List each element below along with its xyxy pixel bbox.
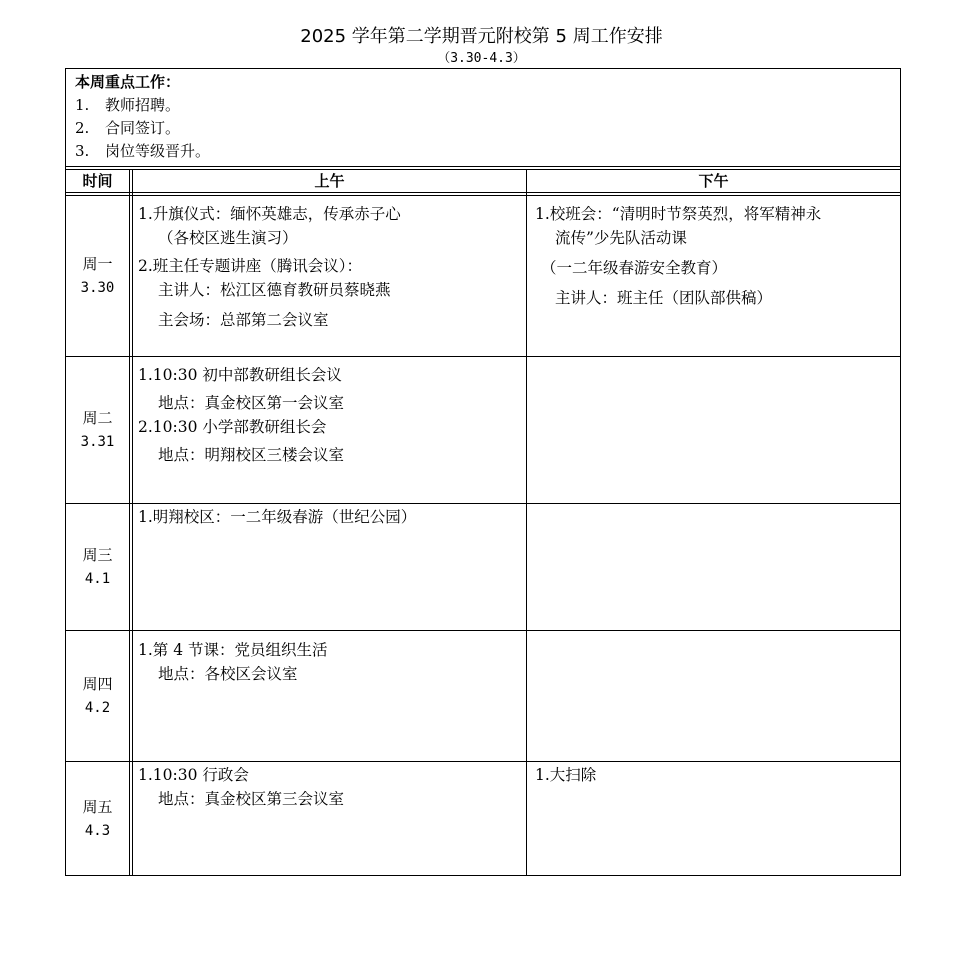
focus-item-text: 教师招聘。	[105, 96, 181, 114]
weekly-focus-section	[66, 69, 900, 166]
row-divider	[66, 503, 900, 504]
header-morning: 上午	[314, 172, 345, 190]
day-cell-friday	[66, 762, 129, 875]
morning-cell-tuesday	[138, 363, 344, 467]
focus-item-number: 2.	[75, 119, 90, 137]
day-date: 3.30	[80, 280, 115, 296]
schedule-line: 地点：真金校区第一会议室	[158, 394, 345, 412]
day-cell-tuesday	[66, 357, 129, 503]
day-cell-thursday	[66, 631, 129, 761]
day-date: 3.31	[80, 434, 115, 450]
day-date: 4.2	[84, 700, 111, 716]
schedule-line: （各校区逃生演习）	[158, 229, 298, 247]
focus-item-number: 1.	[75, 96, 90, 114]
schedule-line: 2.班主任专题讲座（腾讯会议）：	[138, 257, 363, 275]
schedule-line: 主讲人：班主任（团队部供稿）	[555, 289, 773, 307]
schedule-line: 主会场：总部第二会议室	[158, 311, 329, 329]
day-label: 周五	[82, 797, 113, 816]
row-divider	[66, 761, 900, 762]
morning-cell-thursday	[138, 638, 328, 686]
morning-cell-monday	[138, 202, 401, 332]
row-divider	[66, 356, 900, 357]
divider-line	[66, 166, 900, 167]
morning-cell-wednesday	[138, 505, 416, 529]
weekly-focus-heading: 本周重点工作：	[75, 73, 181, 91]
page-title: 2025 学年第二学期晋元附校第 5 周工作安排	[300, 26, 663, 47]
schedule-line: 1.升旗仪式：缅怀英雄志，传承赤子心	[138, 205, 401, 223]
focus-item	[75, 117, 900, 140]
schedule-line: 1.第 4 节课：党员组织生活	[138, 641, 328, 659]
page-subtitle: （3.30-4.3）	[437, 51, 526, 66]
focus-item-number: 3.	[75, 142, 90, 160]
day-cell-monday	[66, 196, 129, 356]
row-divider	[66, 630, 900, 631]
focus-item-text: 岗位等级晋升。	[105, 142, 211, 160]
morning-cell-friday	[138, 763, 344, 811]
schedule-line: 地点：真金校区第三会议室	[158, 790, 345, 808]
schedule-line: 流传”少先队活动课	[555, 229, 687, 247]
focus-item	[75, 140, 900, 163]
schedule-line: 1.校班会：“清明时节祭英烈，将军精神永	[535, 205, 822, 223]
focus-item-text: 合同签订。	[105, 119, 181, 137]
focus-item	[75, 94, 900, 117]
schedule-table	[65, 68, 901, 876]
schedule-line: 2.10:30 小学部教研组长会	[138, 418, 327, 436]
schedule-line: 主讲人：松江区德育教研员蔡晓燕	[158, 281, 391, 299]
day-date: 4.1	[84, 571, 111, 587]
column-divider	[526, 169, 527, 875]
day-label: 周四	[82, 675, 113, 693]
header-time: 时间	[82, 172, 113, 190]
schedule-line: 1.大扫除	[535, 766, 597, 784]
schedule-line: 1.10:30 行政会	[138, 766, 249, 784]
column-divider	[132, 169, 133, 875]
day-label: 周三	[82, 546, 113, 564]
afternoon-cell-friday	[535, 763, 596, 787]
schedule-line: 地点：各校区会议室	[158, 665, 298, 683]
day-date: 4.3	[84, 822, 111, 839]
schedule-line: （一二年级春游安全教育）	[541, 259, 728, 277]
divider-line	[66, 195, 900, 196]
schedule-line: 1.10:30 初中部教研组长会议	[138, 366, 342, 384]
column-divider	[129, 169, 130, 875]
afternoon-cell-monday	[535, 202, 821, 310]
schedule-line: 地点：明翔校区三楼会议室	[158, 446, 345, 464]
day-label: 周二	[82, 409, 113, 427]
day-label: 周一	[82, 255, 113, 273]
schedule-line: 1.明翔校区：一二年级春游（世纪公园）	[138, 508, 417, 526]
divider-line	[66, 192, 900, 193]
header-afternoon: 下午	[698, 172, 729, 190]
day-cell-wednesday	[66, 504, 129, 630]
